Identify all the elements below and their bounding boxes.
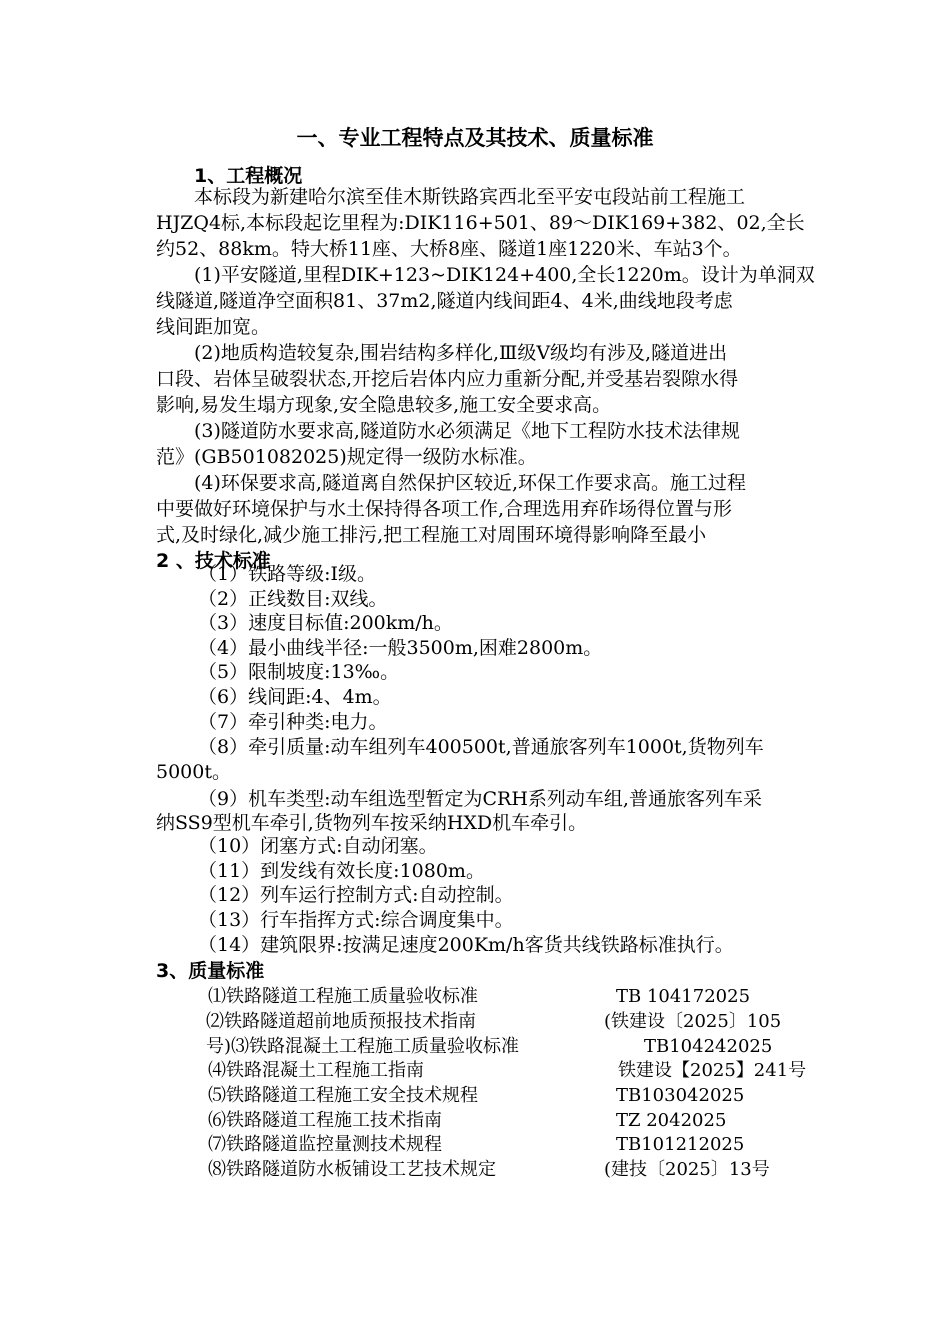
list-item: （12）列车运行控制方式:自动控制。 [198, 884, 514, 906]
standard-code: TB 104172025 [616, 986, 751, 1007]
paragraph-line: 线隧道,隧道净空面积81、37m2,隧道内线间距4、4米,曲线地段考虑 [156, 290, 733, 312]
paragraph-line: 中要做好环境保护与水土保持得各项工作,合理选用弃砟场得位置与形 [156, 498, 733, 520]
standard-name: ⑷铁路混凝土工程施工指南 [208, 1060, 424, 1081]
paragraph-line: 口段、岩体呈破裂状态,开挖后岩体内应力重新分配,并受基岩裂隙水得 [156, 368, 739, 390]
standard-code: (建技〔2025〕13号 [604, 1159, 770, 1180]
standard-name: ⑴铁路隧道工程施工质量验收标准 [208, 986, 478, 1007]
standard-code: 铁建设【2025】241号 [618, 1060, 807, 1081]
paragraph-line: (1)平安隧道,里程DIK+123~DIK124+400,全长1220m。设计为单洞双 [194, 264, 815, 286]
section1-heading: 1、工程概况 [194, 165, 303, 187]
list-item: （13）行车指挥方式:综合调度集中。 [198, 909, 514, 931]
paragraph-line: (2)地质构造较复杂,围岩结构多样化,Ⅲ级Ⅴ级均有涉及,隧道进出 [194, 342, 728, 364]
paragraph-line: 线间距加宽。 [156, 316, 271, 338]
paragraph-line: 式,及时绿化,减少施工排污,把工程施工对周围环境得影响降至最小 [156, 524, 707, 546]
paragraph-line: 影响,易发生塌方现象,安全隐患较多,施工安全要求高。 [156, 394, 612, 416]
paragraph-line: HJZQ4标,本标段起讫里程为:DIK116+501、89～DIK169+382、02,全长 [156, 212, 805, 234]
standard-code: (铁建设〔2025〕105 [604, 1011, 782, 1032]
list-item: 5000t。 [156, 761, 231, 783]
list-item: （14）建筑限界:按满足速度200Km/h客货共线铁路标准执行。 [198, 934, 734, 956]
list-item: （9）机车类型:动车组选型暂定为CRH系列动车组,普通旅客列车采 [198, 788, 762, 810]
standard-name: ⑵铁路隧道超前地质预报技术指南 [206, 1011, 476, 1032]
standard-code: TB104242025 [644, 1036, 773, 1057]
section2-heading: 2 、技术标准 [156, 550, 271, 572]
paragraph-line: 本标段为新建哈尔滨至佳木斯铁路宾西北至平安屯段站前工程施工 [194, 186, 746, 208]
paragraph-line: 约52、88km。特大桥11座、大桥8座、隧道1座1220米、车站3个。 [156, 238, 742, 260]
section3-heading: 3、质量标准 [156, 960, 265, 982]
paragraph-line: (4)环保要求高,隧道离自然保护区较近,环保工作要求高。施工过程 [194, 472, 746, 494]
list-item: （2）正线数目:双线。 [198, 588, 388, 610]
standard-name: ⑸铁路隧道工程施工安全技术规程 [208, 1085, 478, 1106]
paragraph-line: 范》(GB501082025)规定得一级防水标准。 [156, 446, 537, 468]
list-item: （1）铁路等级:Ⅰ级。 [198, 563, 376, 585]
standard-name: ⑻铁路隧道防水板铺设工艺技术规定 [208, 1159, 496, 1180]
list-item: （7）牵引种类:电力。 [198, 711, 388, 733]
list-item: （6）线间距:4、4m。 [198, 686, 392, 708]
list-item: 纳SS9型机车牵引,货物列车按采纳HXD机车牵引。 [156, 812, 588, 834]
standard-code: TB103042025 [616, 1085, 745, 1106]
standard-code: TB101212025 [616, 1134, 745, 1155]
list-item: （8）牵引质量:动车组列车400500t,普通旅客列车1000t,货物列车 [198, 736, 764, 758]
list-item: （4）最小曲线半径:一般3500m,困难2800m。 [198, 637, 603, 659]
list-item: （10）闭塞方式:自动闭塞。 [198, 835, 438, 857]
page-title: 一、专业工程特点及其技术、质量标准 [296, 126, 654, 150]
paragraph-line: (3)隧道防水要求高,隧道防水必须满足《地下工程防水技术法律规 [194, 420, 740, 442]
standard-code: TZ 2042025 [616, 1110, 727, 1131]
list-item: （3）速度目标值:200km/h。 [198, 612, 453, 634]
standard-name: ⑹铁路隧道工程施工技术指南 [208, 1110, 442, 1131]
list-item: （5）限制坡度:13‰。 [198, 661, 400, 683]
standard-name: 号)⑶铁路混凝土工程施工质量验收标准 [206, 1036, 520, 1057]
list-item: （11）到发线有效长度:1080m。 [198, 860, 485, 882]
standard-name: ⑺铁路隧道监控量测技术规程 [208, 1134, 442, 1155]
